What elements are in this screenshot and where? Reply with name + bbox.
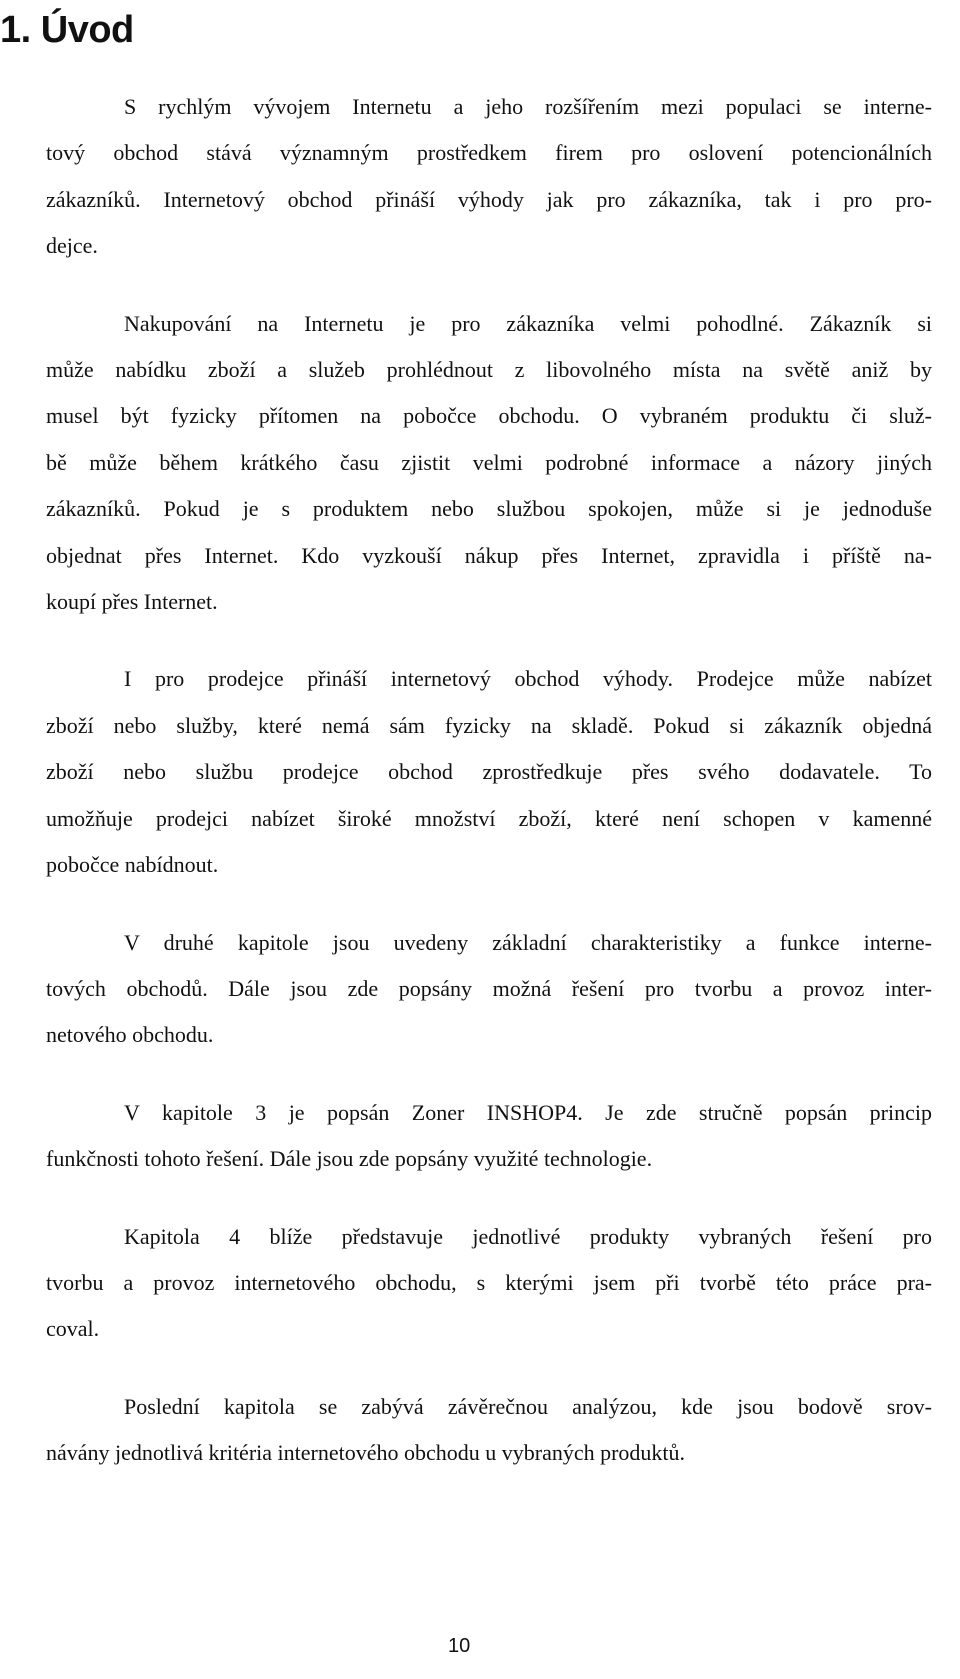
page-number: 10 — [448, 1635, 471, 1657]
text-line: Kapitola 4 blíže představuje jednotlivé produkty vybraných řešení pro — [124, 1223, 932, 1249]
text-line: I pro prodejce přináší internetový obchod výhody. Prodejce může nabízet — [124, 666, 932, 692]
paragraph-chapter-3 — [46, 1090, 932, 1183]
body-text — [46, 84, 932, 1508]
text-line: musel být fyzicky přítomen na pobočce obchodu. O vybraném produktu či služ- — [46, 403, 932, 429]
text-line: umožňuje prodejci nabízet široké množství zboží, které není schopen v kamenné — [46, 805, 932, 831]
text-line: návány jednotlivá kritéria internetového obchodu u vybraných produktů. — [46, 1440, 686, 1466]
paragraph-chapter-4 — [46, 1214, 932, 1353]
text-line: V kapitole 3 je popsán Zoner INSHOP4. Je zde stručně popsán princip — [124, 1099, 932, 1125]
text-line: bě může během krátkého času zjistit velmi podrobné informace a názory jiných — [46, 449, 932, 475]
chapter-heading: 1. Úvod — [0, 9, 134, 51]
text-line: funkčnosti tohoto řešení. Dále jsou zde popsány využité technologie. — [46, 1146, 653, 1172]
text-line: dejce. — [46, 233, 98, 259]
text-line: tových obchodů. Dále jsou zde popsány možná řešení pro tvorbu a provoz inter- — [46, 975, 932, 1001]
text-line: tový obchod stává významným prostředkem firem pro oslovení potencionálních — [46, 140, 932, 166]
text-line: zákazníků. Pokud je s produktem nebo službou spokojen, může si je jednoduše — [46, 496, 932, 522]
paragraph-seller — [46, 656, 932, 888]
text-line: S rychlým vývojem Internetu a jeho rozšířením mezi populaci se interne- — [124, 94, 932, 119]
text-line: netového obchodu. — [46, 1022, 214, 1048]
text-line: zboží nebo službu prodejce obchod zprostředkuje přes svého dodavatele. To — [46, 759, 932, 785]
paragraph-chapter-2 — [46, 920, 932, 1059]
text-line: zákazníků. Internetový obchod přináší výhody jak pro zákazníka, tak i pro pro- — [46, 186, 932, 212]
text-line: tvorbu a provoz internetového obchodu, s kterými jsem při tvorbě této práce pra- — [46, 1269, 932, 1295]
text-line: může nabídku zboží a služeb prohlédnout z libovolného místa na světě aniž by — [46, 357, 932, 383]
text-line: objednat přes Internet. Kdo vyzkouší nákup přes Internet, zpravidla i příště na- — [46, 542, 932, 568]
text-line: Poslední kapitola se zabývá závěrečnou analýzou, kde jsou bodově srov- — [124, 1393, 932, 1419]
paragraph-last-chapter — [46, 1384, 932, 1477]
text-line: pobočce nabídnout. — [46, 852, 219, 878]
paragraph-intro — [46, 84, 932, 270]
paragraph-shopping — [46, 301, 932, 626]
text-line: coval. — [46, 1316, 100, 1342]
text-line: Nakupování na Internetu je pro zákazníka velmi pohodlné. Zákazník si — [124, 310, 932, 336]
text-line: V druhé kapitole jsou uvedeny základní charakteristiky a funkce interne- — [124, 929, 932, 955]
text-line: koupí přes Internet. — [46, 589, 218, 615]
text-line: zboží nebo služby, které nemá sám fyzicky na skladě. Pokud si zákazník objedná — [46, 712, 932, 738]
